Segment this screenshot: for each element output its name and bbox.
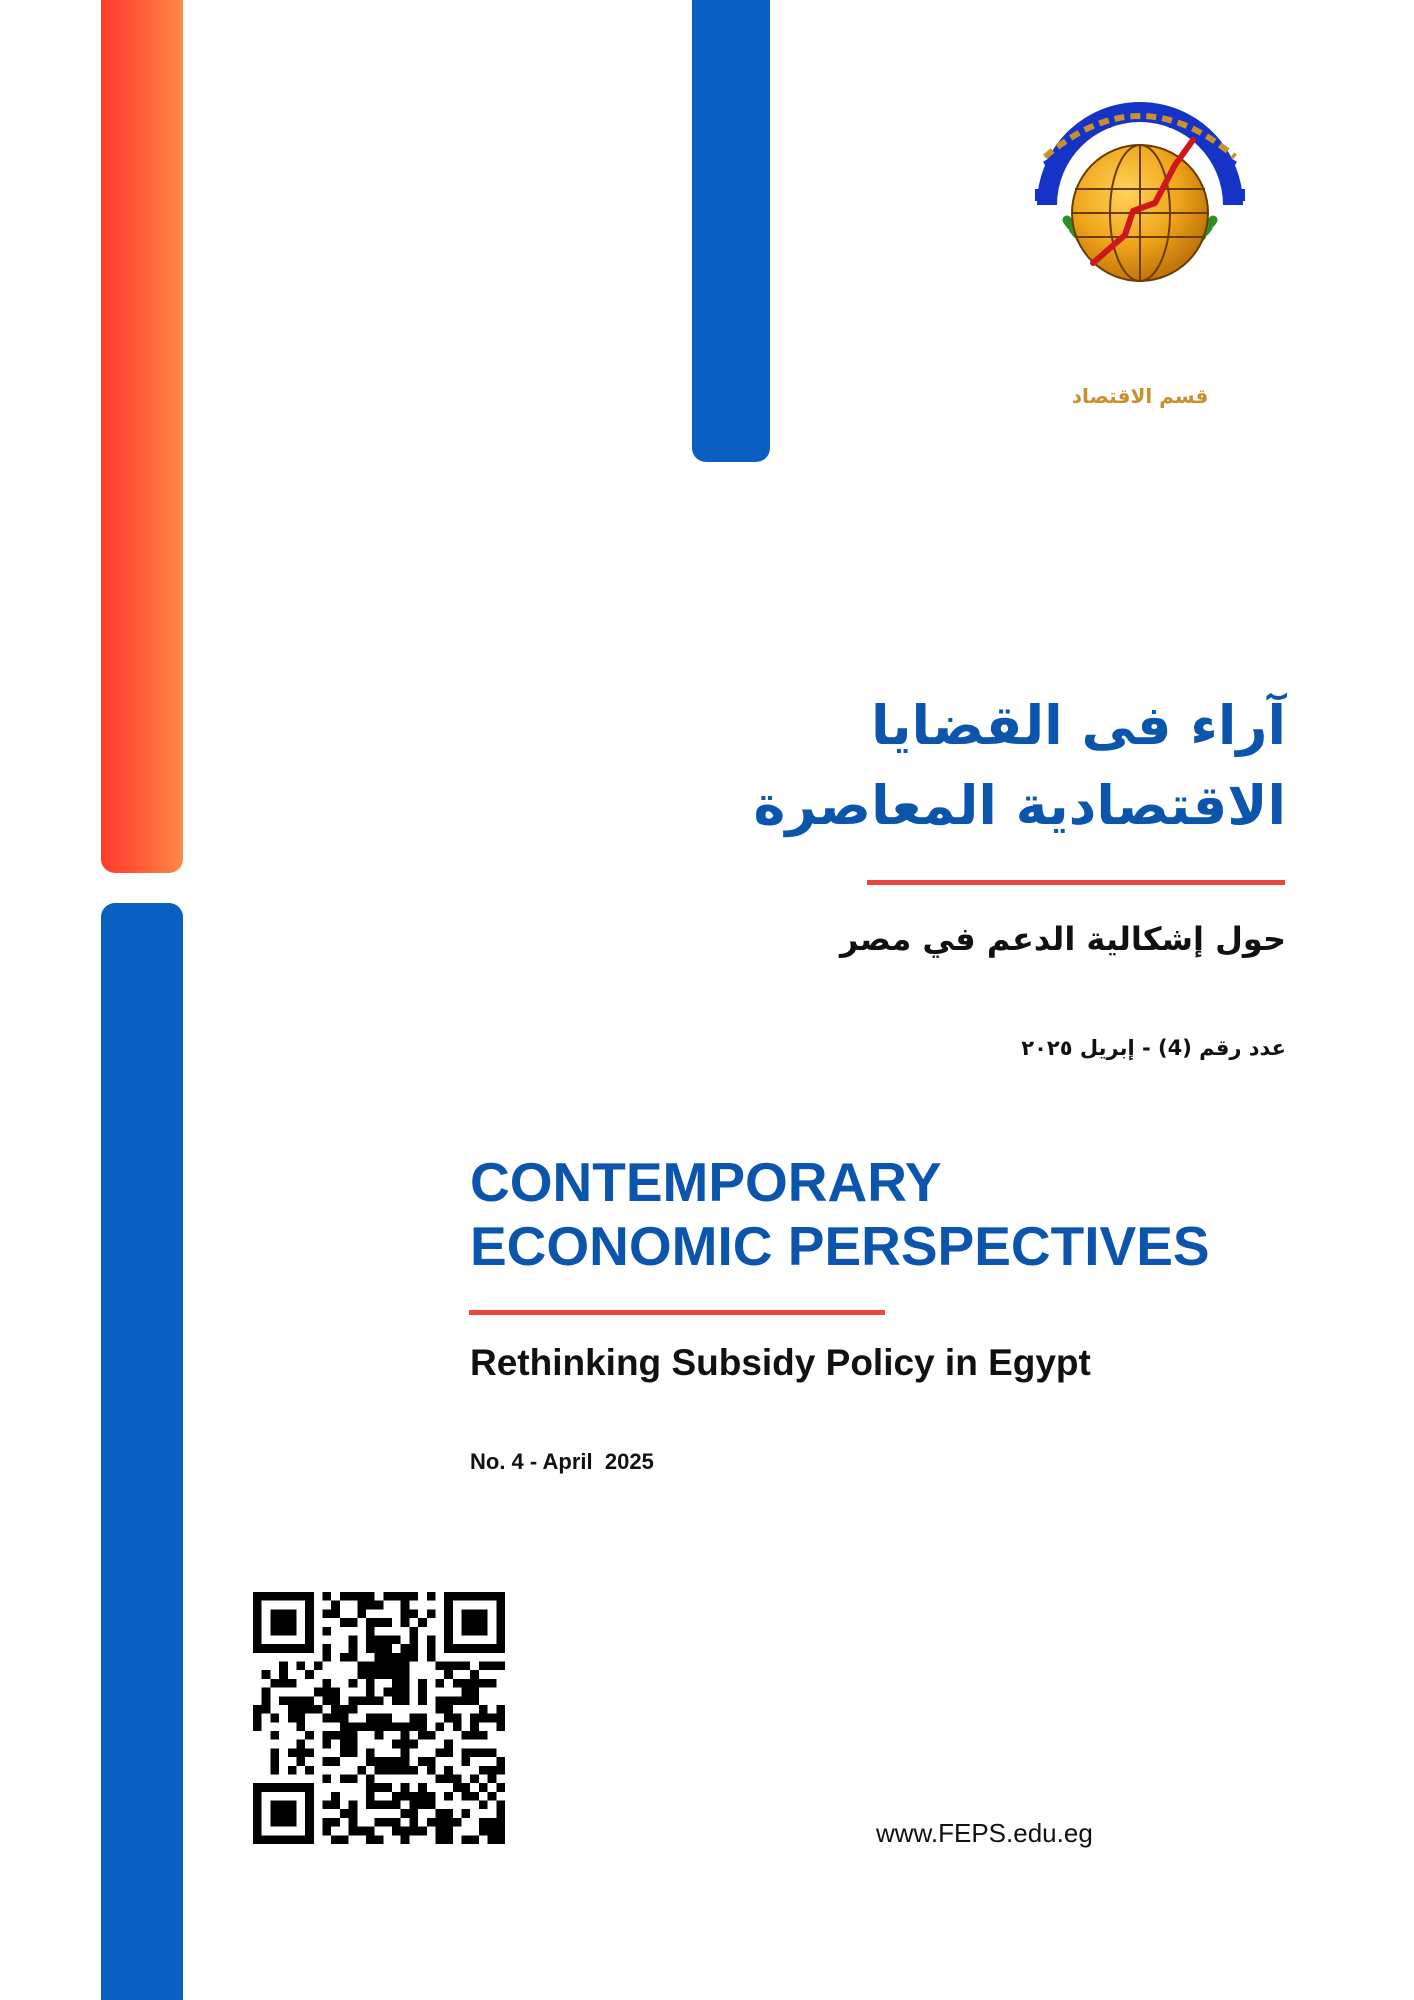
arabic-subtitle: حول إشكالية الدعم في مصر: [840, 920, 1286, 958]
arabic-title-line2: الاقتصادية المعاصرة: [753, 774, 1286, 837]
english-issue-number: No. 4 - April 2025: [470, 1449, 654, 1474]
english-subtitle: Rethinking Subsidy Policy in Egypt: [470, 1342, 1091, 1383]
decorative-blue-bar-left: [101, 903, 183, 2000]
decorative-orange-bar: [101, 0, 183, 873]
english-title-line2: ECONOMIC PERSPECTIVES: [470, 1215, 1210, 1277]
qr-code-icon[interactable]: [253, 1592, 505, 1844]
english-title-line1: CONTEMPORARY: [470, 1151, 942, 1213]
english-title-divider: [469, 1310, 885, 1315]
arabic-title-line1: آراء فى القضايا: [871, 694, 1286, 757]
arabic-issue-number: عدد رقم (4) - إبريل ٢٠٢٥: [1021, 1036, 1286, 1060]
website-link[interactable]: www.FEPS.edu.eg: [876, 1818, 1093, 1848]
arabic-title-divider: [867, 880, 1285, 885]
faculty-seal-icon: [1015, 85, 1265, 325]
department-label: قسم الاقتصاد: [1071, 384, 1209, 408]
decorative-blue-bar-top: [692, 0, 770, 462]
english-title: [470, 1150, 1330, 1278]
